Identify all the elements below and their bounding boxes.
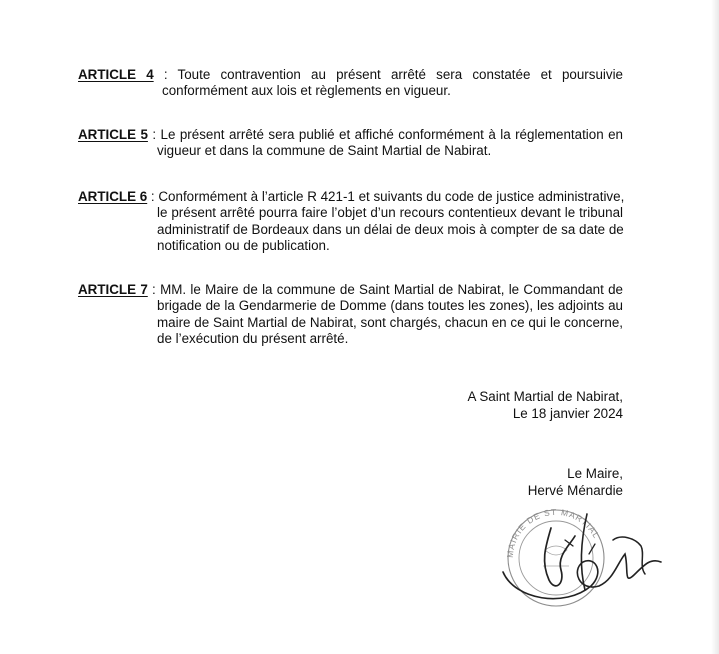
article-6-line-3: administratif de Bordeaux dans un délai de deux mois à compter de sa date de [157,221,624,237]
article-7-line-3: maire de Saint Martial de Nabirat, sont chargés, chacun en ce qui le concerne, [157,314,623,330]
article-7-heading: ARTICLE 7 [78,282,148,297]
article-6-line-2: le présent arrêté pourra faire l’objet d’un recours contentieux devant le tribunal [157,205,623,221]
signature-stroke-ticks [565,540,595,554]
article-5-separator: : [147,127,161,142]
article-7-separator: : [147,282,161,297]
article-7-line-2: brigade de la Gendarmerie de Domme (dans toutes les zones), les adjoints au [157,298,623,314]
article-5-line-2: vigueur et dans la commune de Saint Martial de Nabirat. [157,143,492,159]
article-6 [78,189,623,254]
signer-title: Le Maire, [567,466,623,481]
article-6-separator: : [147,189,159,204]
article-4-line-1: Toute contravention au présent arrêté sera constatée et poursuivie [177,67,623,82]
signer-name: Hervé Ménardie [527,482,623,498]
closing-date: Le 18 janvier 2024 [512,405,623,421]
article-6-heading: ARTICLE 6 [78,189,148,204]
article-7-line-4: de l’exécution du présent arrêté. [157,330,349,346]
article-4-line-2: conformément aux lois et règlements en vigueur. [162,83,451,99]
article-7 [78,282,623,347]
article-6-line-1: Conformément à l’article R 421-1 et suivants du code de justice administrative, [158,189,625,204]
article-5 [78,127,623,160]
article-7-line-1: MM. le Maire de la commune de Saint Martial de Nabirat, le Commandant de [160,282,623,297]
article-4-heading: ARTICLE 4 [78,67,154,82]
article-4 [78,67,623,100]
article-5-heading: ARTICLE 5 [78,127,148,142]
mairie-stamp-signature [495,500,665,610]
closing-place: A Saint Martial de Nabirat, [467,389,623,404]
article-6-line-4: notification ou de publication. [157,237,330,253]
article-5-line-1: Le présent arrêté sera publié et affiché conformément à la réglementation en [160,127,623,142]
signature-stroke-loop [545,528,575,586]
signer-block [528,466,623,499]
article-4-separator: : [153,67,178,82]
page-edge-shadow [711,0,719,654]
stamp-text-path: MAIRIE DE ST MARTIAL [504,506,602,559]
place-date-block [467,389,623,422]
